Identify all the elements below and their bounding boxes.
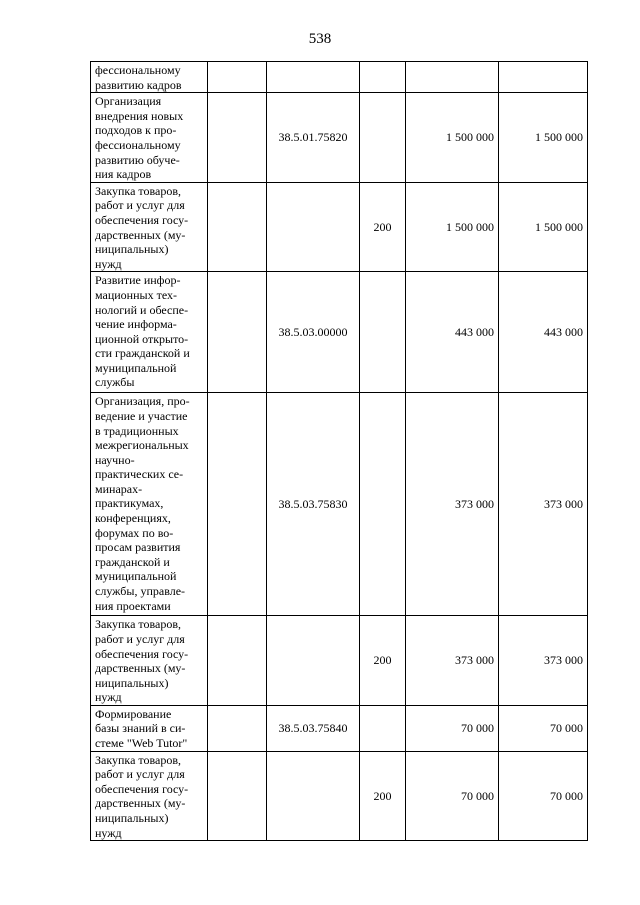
row-sum2-cell: 70 000	[499, 705, 588, 751]
row-name-cell: Организация внедрения новых подходов к про- фессиональному развитию обуче- ния кадров	[91, 93, 208, 183]
row-extra-cell	[208, 751, 267, 841]
row-extra-cell	[208, 62, 267, 93]
row-sum1-cell: 70 000	[406, 705, 499, 751]
table-row	[91, 62, 588, 93]
row-name-cell: фессиональному развитию кадров	[91, 62, 208, 93]
row-sum1-cell: 1 500 000	[406, 93, 499, 183]
table-row	[91, 616, 588, 706]
row-code-cell: 38.5.03.00000	[267, 272, 360, 393]
row-kvr-cell	[360, 62, 406, 93]
row-extra-cell	[208, 93, 267, 183]
row-name-cell: Формирование базы знаний в си- стеме "Web Tutor"	[91, 705, 208, 751]
row-code-cell: 38.5.03.75830	[267, 393, 360, 616]
row-kvr-cell	[360, 393, 406, 616]
row-sum1-cell: 1 500 000	[406, 182, 499, 272]
row-kvr-cell: 200	[360, 182, 406, 272]
row-sum2-cell: 1 500 000	[499, 182, 588, 272]
row-sum2-cell: 373 000	[499, 616, 588, 706]
table-row	[91, 751, 588, 841]
row-code-cell: 38.5.03.75840	[267, 705, 360, 751]
row-sum1-cell	[406, 62, 499, 93]
row-sum2-cell: 373 000	[499, 393, 588, 616]
budget-table	[90, 61, 588, 841]
row-sum2-cell	[499, 62, 588, 93]
row-extra-cell	[208, 616, 267, 706]
row-code-cell	[267, 62, 360, 93]
row-kvr-cell	[360, 272, 406, 393]
row-name-cell: Развитие инфор- мационных тех- нологий и обеспе- чение информа- ционной открыто- сти гражданской и муниципальной службы	[91, 272, 208, 393]
row-code-cell	[267, 751, 360, 841]
row-extra-cell	[208, 182, 267, 272]
row-sum2-cell: 443 000	[499, 272, 588, 393]
row-kvr-cell: 200	[360, 751, 406, 841]
row-sum1-cell: 443 000	[406, 272, 499, 393]
row-code-cell: 38.5.01.75820	[267, 93, 360, 183]
row-name-cell: Закупка товаров, работ и услуг для обеспечения госу- дарственных (му- ниципальных) нужд	[91, 751, 208, 841]
row-code-cell	[267, 182, 360, 272]
row-kvr-cell	[360, 93, 406, 183]
row-sum2-cell: 1 500 000	[499, 93, 588, 183]
table-row	[91, 272, 588, 393]
row-extra-cell	[208, 393, 267, 616]
row-code-cell	[267, 616, 360, 706]
row-kvr-cell: 200	[360, 616, 406, 706]
row-sum1-cell: 373 000	[406, 393, 499, 616]
row-extra-cell	[208, 272, 267, 393]
row-sum1-cell: 373 000	[406, 616, 499, 706]
row-sum1-cell: 70 000	[406, 751, 499, 841]
table-row	[91, 182, 588, 272]
row-name-cell: Закупка товаров, работ и услуг для обеспечения госу- дарственных (му- ниципальных) нужд	[91, 616, 208, 706]
page-number: 538	[308, 31, 332, 47]
row-kvr-cell	[360, 705, 406, 751]
table-row	[91, 393, 588, 616]
row-extra-cell	[208, 705, 267, 751]
row-name-cell: Организация, про- ведение и участие в традиционных межрегиональных научно- практических се- минарах- практикумах, конференциях, форумах по во- просам развития гражданской и муниципальной службы, управле- ния проектами	[91, 393, 208, 616]
row-sum2-cell: 70 000	[499, 751, 588, 841]
row-name-cell: Закупка товаров, работ и услуг для обеспечения госу- дарственных (му- ниципальных) нужд	[91, 182, 208, 272]
table-row	[91, 93, 588, 183]
table-row	[91, 705, 588, 751]
